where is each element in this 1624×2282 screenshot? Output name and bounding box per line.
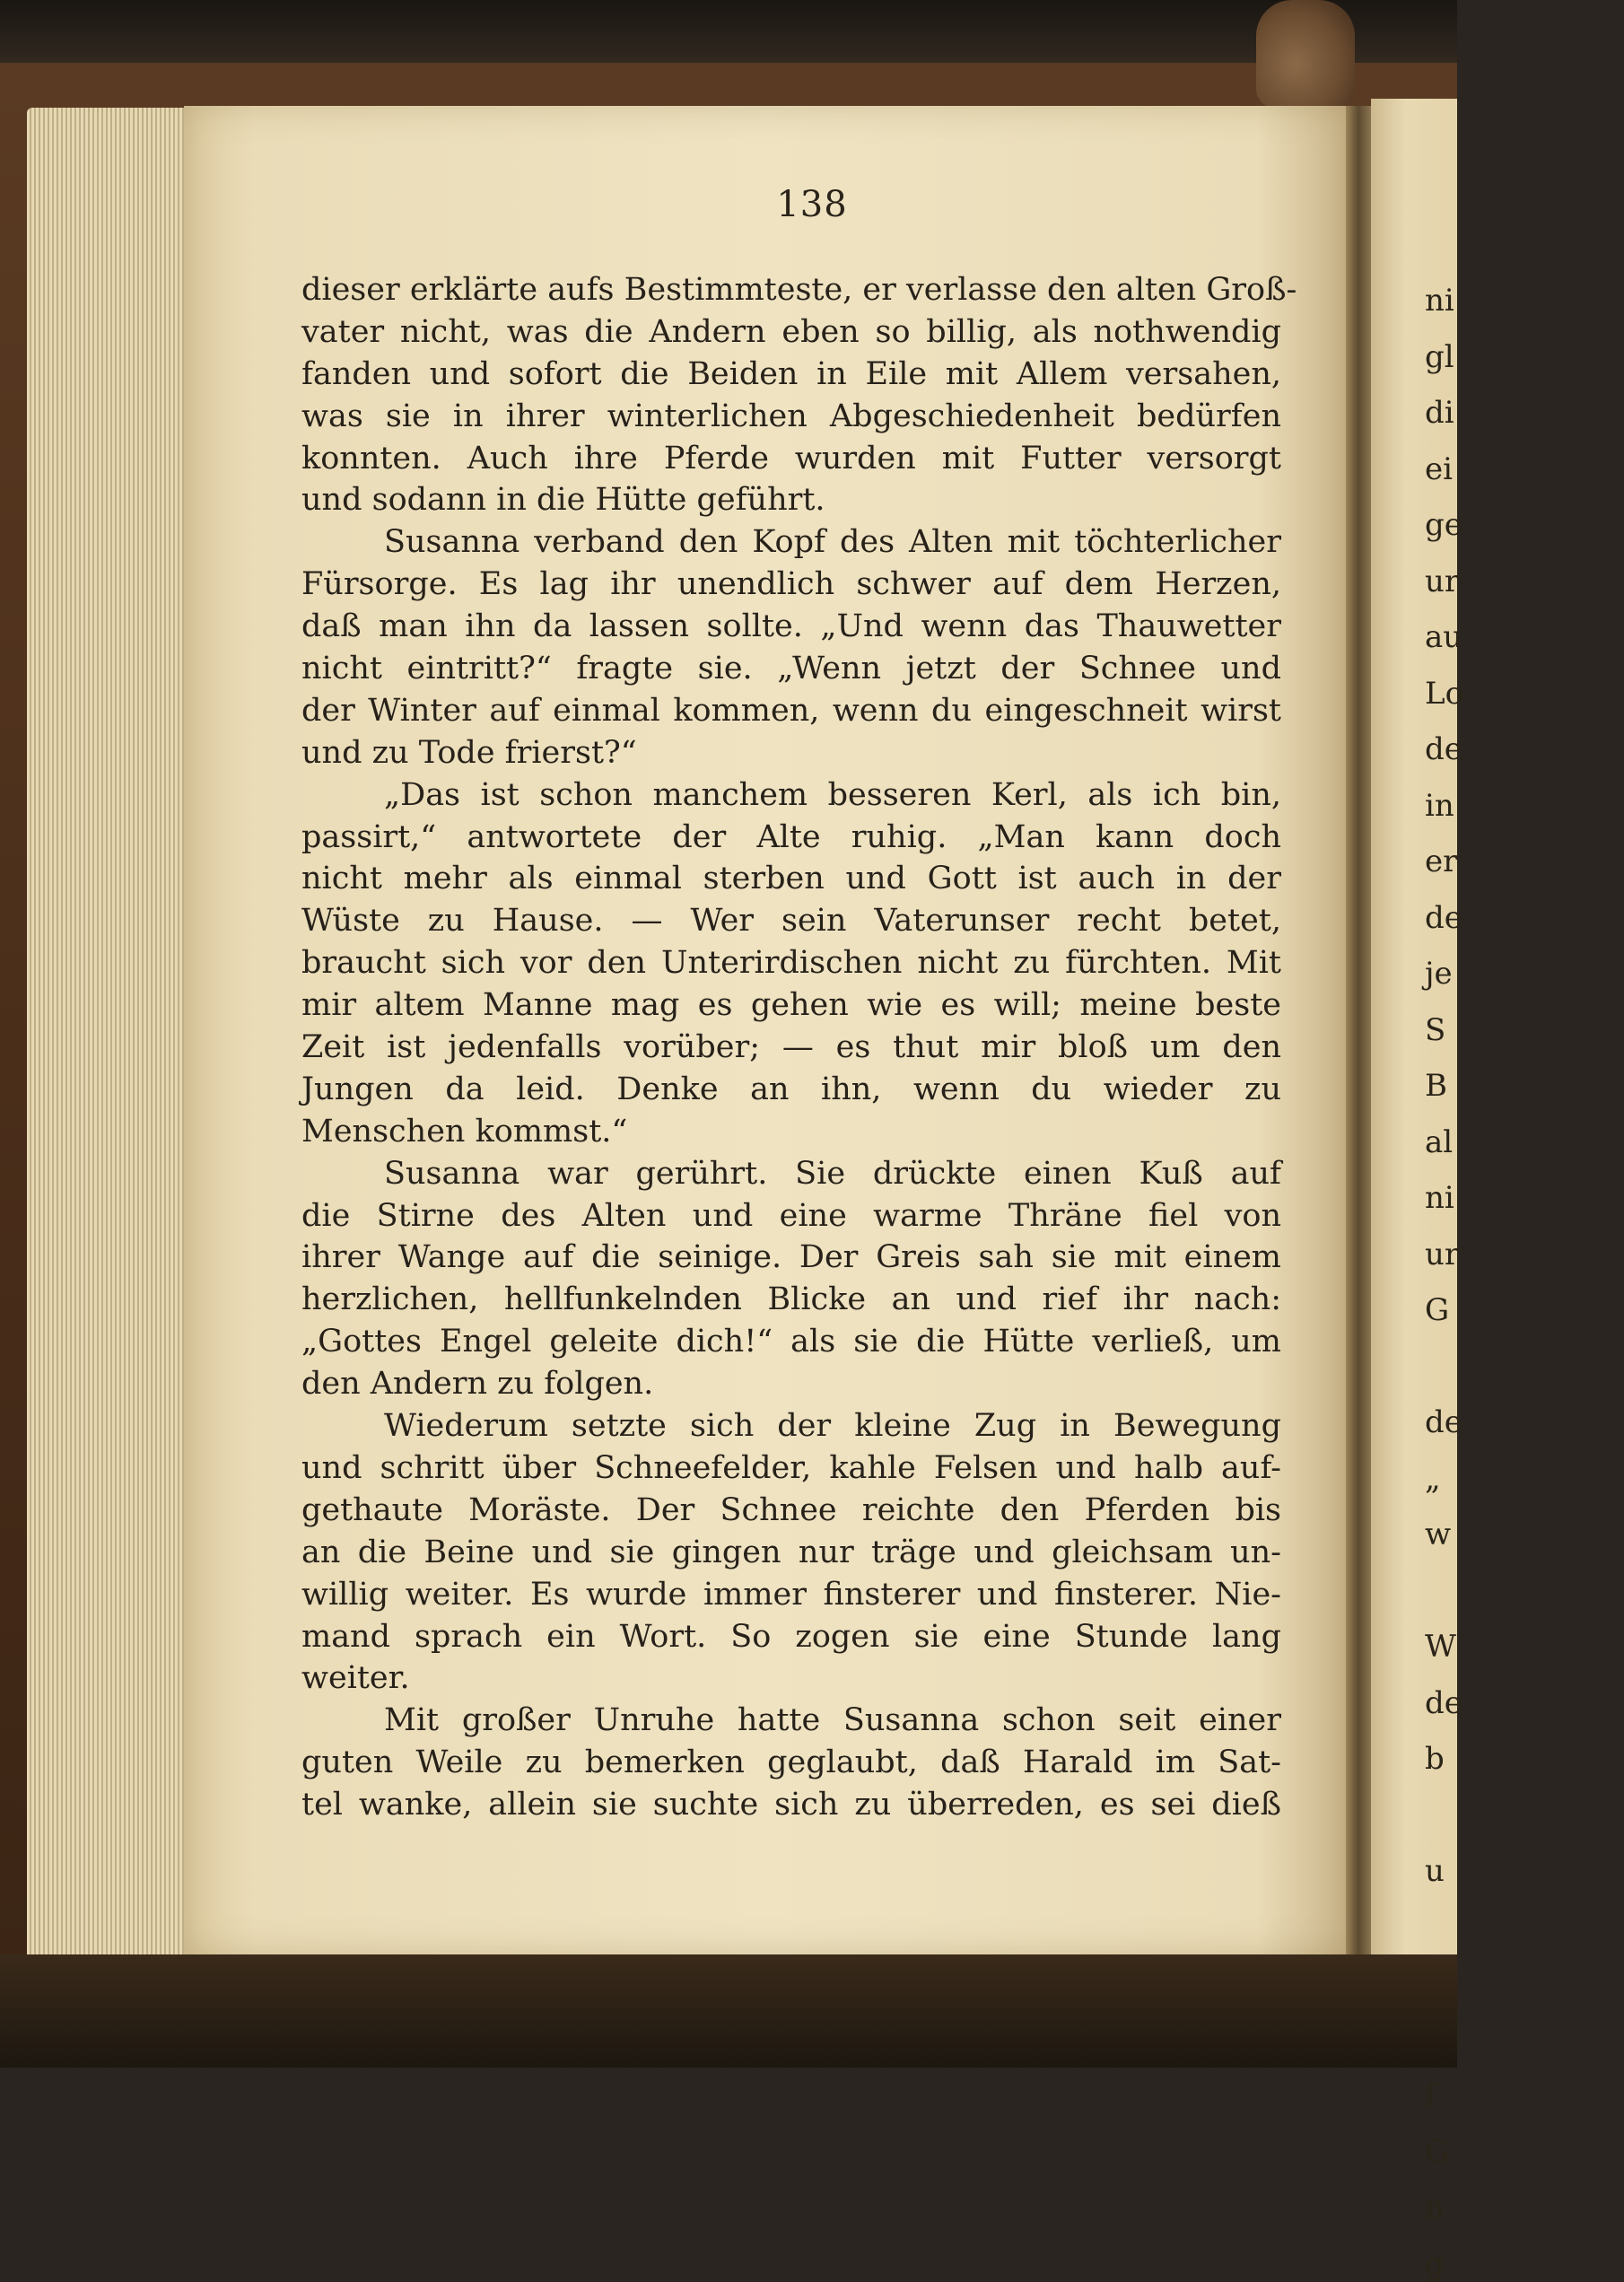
text-line: nicht eintritt?“ fragte sie. „Wenn jetzt der Schnee und (301, 651, 1281, 687)
text-line: fanden und sofort die Beiden in Eile mit Allem versahen, (301, 355, 1281, 392)
facing-page-fragment: ni (1425, 1180, 1454, 1216)
text-line: an die Beine und sie gingen nur träge und gleichsam un- (301, 1534, 1281, 1570)
page-number: 138 (776, 184, 848, 225)
facing-page-fragment: Lo (1425, 675, 1464, 712)
text-line: Zeit ist jedenfalls vorüber; — es thut mir bloß um den (301, 1029, 1281, 1066)
facing-page-fragment: al (1425, 1124, 1454, 1160)
text-line: konnten. Auch ihre Pferde wurden mit Futter versorgt (301, 440, 1281, 477)
text-line: die Stirne des Alten und eine warme Thräne fiel von (301, 1197, 1281, 1234)
text-line: gethaute Moräste. Der Schnee reichte den Pferden bis (301, 1491, 1281, 1528)
text-line: den Andern zu folgen. (301, 1366, 654, 1403)
facing-page-fragment: „ (1425, 1460, 1441, 1497)
text-line: was sie in ihrer winterlichen Abgeschiedenheit bedürfen (301, 398, 1281, 434)
facing-page-fragment: G (1425, 1292, 1450, 1328)
book-clasp (1256, 0, 1355, 108)
text-line: nicht mehr als einmal sterben und Gott ist auch in der (301, 861, 1281, 897)
text-line: Wiederum setzte sich der kleine Zug in Bewegung (384, 1408, 1281, 1445)
facing-page-fragment: de (1425, 1404, 1462, 1440)
text-line: Susanna war gerührt. Sie drückte einen Kuß auf (384, 1155, 1281, 1192)
book-gutter (1346, 106, 1371, 1972)
facing-page-fragment: B (1425, 1068, 1447, 1104)
facing-page-fragment: de (1425, 1684, 1462, 1721)
facing-page-fragment: in (1425, 787, 1454, 824)
text-line: mand sprach ein Wort. So zogen sie eine Stunde lang (301, 1618, 1281, 1655)
facing-page-fragment: G (1425, 2133, 1450, 2170)
facing-page-fragment: n (1425, 2190, 1445, 2225)
facing-page-fragment: ge (1425, 507, 1462, 543)
facing-page-fragment: de (1425, 899, 1462, 936)
facing-page-fragment: ei (1425, 450, 1453, 487)
text-line: passirt,“ antwortete der Alte ruhig. „Man kann doch (301, 818, 1281, 855)
text-line: tel wanke, allein sie suchte sich zu überreden, es sei dieß (301, 1787, 1281, 1823)
text-line: mir altem Manne mag es gehen wie es will; meine beste (301, 987, 1281, 1024)
text-line: Wüste zu Hause. — Wer sein Vaterunser recht betet, (301, 903, 1281, 940)
text-line: und zu Tode frierst?“ (301, 734, 637, 771)
text-line: Menschen kommst.“ (301, 1113, 628, 1150)
text-line: herzlichen, hellfunkelnden Blicke an und rief ihr nach: (301, 1281, 1281, 1318)
facing-page-fragment: g (1425, 2245, 1445, 2282)
facing-page-fragment: de (1425, 731, 1462, 767)
facing-page-fragment: je (1425, 956, 1453, 992)
facing-page-fragment: W (1425, 1629, 1456, 1665)
text-line: vater nicht, was die Andern eben so billig, als nothwendig (301, 313, 1281, 350)
facing-page-fragment: w (1425, 1517, 1452, 1552)
facing-page (1371, 99, 1464, 2282)
text-line: der Winter auf einmal kommen, wenn du eingeschneit wirst (301, 692, 1281, 729)
text-line: Jungen da leid. Denke an ihn, wenn du wieder zu (301, 1071, 1281, 1107)
text-line: „Das ist schon manchem besseren Kerl, als ich bin, (384, 776, 1281, 813)
text-line: und sodann in die Hütte geführt. (301, 482, 825, 519)
text-line: dieser erklärte aufs Bestimmteste, er verlasse den alten Groß- (301, 272, 1297, 308)
text-line: braucht sich vor den Unterirdischen nicht zu fürchten. Mit (301, 945, 1281, 982)
text-line: daß man ihn da lassen sollte. „Und wenn das Thauwetter (301, 608, 1281, 645)
text-line: weiter. (301, 1660, 410, 1697)
text-line: Mit großer Unruhe hatte Susanna schon seit einer (384, 1702, 1281, 1739)
text-line: ihrer Wange auf die seinige. Der Greis sah sie mit einem (301, 1239, 1281, 1276)
facing-page-fragment: gl (1425, 338, 1454, 375)
facing-page-fragment: ur (1425, 1236, 1460, 1272)
facing-page-fragment: di (1425, 395, 1454, 431)
book-bottom-edge (0, 1954, 1457, 2068)
facing-page-fragment: S (1425, 1011, 1446, 1048)
page-text (301, 269, 1297, 1826)
facing-page-fragment: u (1425, 1853, 1445, 1889)
facing-page-fragment: f (1425, 2077, 1436, 2113)
text-line: Susanna verband den Kopf des Alten mit töchterlicher (384, 524, 1281, 561)
text-line: willig weiter. Es wurde immer finsterer und finsterer. Nie- (301, 1576, 1281, 1613)
text-line: guten Weile zu bemerken geglaubt, daß Harald im Sat- (301, 1744, 1281, 1781)
text-line: Fürsorge. Es lag ihr unendlich schwer auf dem Herzen, (301, 566, 1281, 603)
facing-page-fragment: er (1425, 844, 1458, 879)
facing-page-fragment: ur (1425, 563, 1460, 599)
text-line: „Gottes Engel geleite dich!“ als sie die Hütte verließ, um (301, 1324, 1281, 1360)
facing-page-fragment: b (1425, 1741, 1445, 1777)
page-edges (27, 108, 188, 1983)
facing-page-fragment: au (1425, 619, 1463, 655)
text-line: und schritt über Schneefelder, kahle Felsen und halb auf- (301, 1449, 1281, 1486)
facing-page-fragment: ni (1425, 283, 1454, 319)
